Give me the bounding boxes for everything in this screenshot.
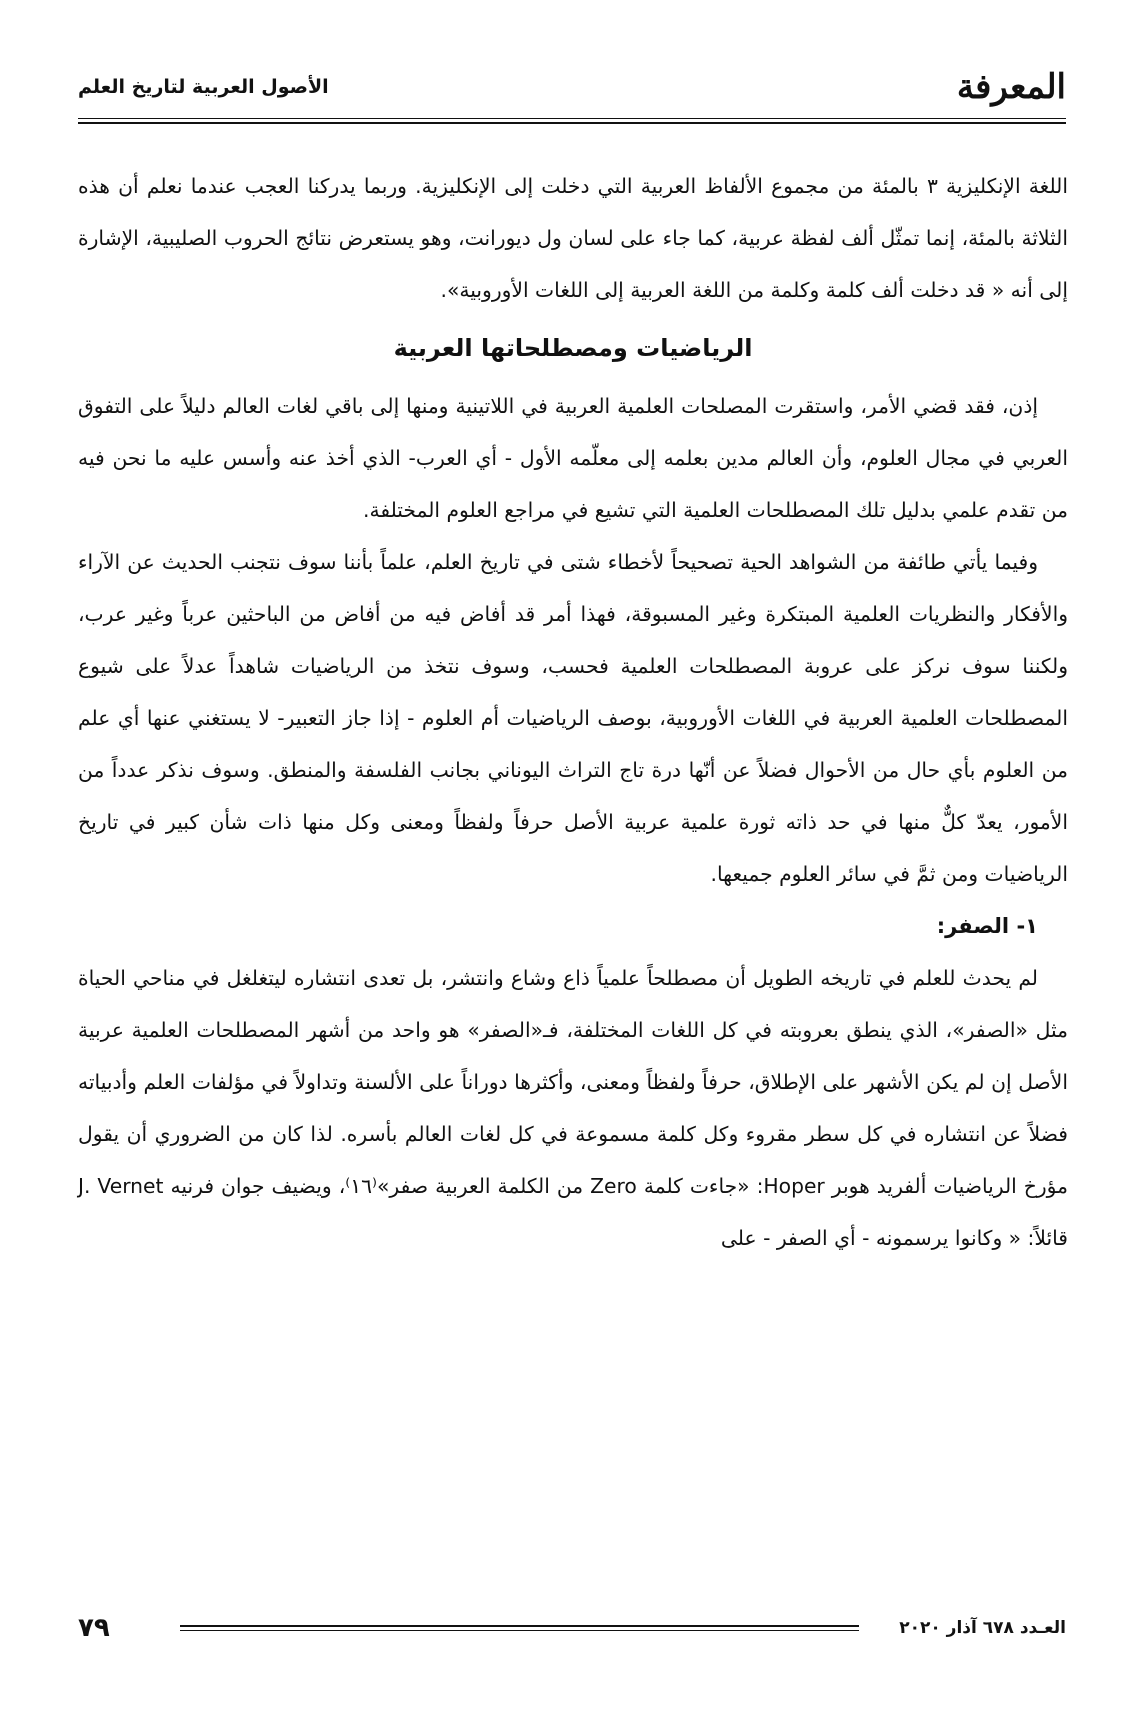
page-footer bbox=[78, 1608, 1066, 1648]
subheading-zero: ١- الصفر: bbox=[936, 914, 1038, 938]
article-title: الأصول العربية لتاريخ العلم bbox=[78, 76, 329, 98]
page-number: ٧٩ bbox=[78, 1613, 110, 1643]
section-heading: الرياضيات ومصطلحاتها العربية bbox=[393, 334, 753, 362]
running-header bbox=[78, 62, 1066, 112]
issue-info: العـدد ٦٧٨ آذار ٢٠٢٠ bbox=[899, 1618, 1066, 1638]
paragraph-2: وفيما يأتي طائفة من الشواهد الحية تصحيحاً لأخطاء شتى في تاريخ العلم، علماً بأننا سوف نتجنب الحديث عن الآراء والأفكار والنظريات العلمية المبتكرة وغير المسبوقة، فهذا أمر قد أفاض فيه من أفاض من الباحثين عرباً وغير عرب، ولكننا سوف نركز على عروبة المصطلحات العلمية فحسب، وسوف نتخذ من الرياضيات شاهداً عدلاً على شيوع المصطلحات العلمية العربية في اللغات الأوروبية، بوصف الرياضيات أم العلوم - إذا جاز التعبير- لا يستغني عنها أي علم من العلوم بأي حال من الأحوال فضلاً عن أنّها درة تاج التراث اليوناني بجانب الفلسفة والمنطق. وسوف نذكر عدداً من الأمور، يعدّ كلٌّ منها في حد ذاته ثورة علمية عربية الأصل حرفاً ولفظاً ومعنى وكل منها ذات شأن كبير في تاريخ الرياضيات ومن ثمَّ في سائر العلوم جميعها. bbox=[78, 550, 1068, 886]
paragraph-3: لم يحدث للعلم في تاريخه الطويل أن مصطلحاً علمياً ذاع وشاع وانتشر، بل تعدى انتشاره ليتغلغل في مناحي الحياة مثل «الصفر»، الذي ينطق بعروبته في كل اللغات المختلفة، فـ«الصفر» هو واحد من أشهر المصطلحات العلمية عربية الأصل إن لم يكن الأشهر على الإطلاق، حرفاً ولفظاً ومعنى، وأكثرها دوراناً على الألسنة وتداولاً في مؤلفات العلم وأدبياته فضلاً عن انتشاره في كل سطر مقروء وكل كلمة مسموعة في كل لغات العالم بأسره. لذا كان من الضروري أن يقول مؤرخ الرياضيات ألفريد هوبر Hoper: «جاءت كلمة Zero من الكلمة العربية صفر»⁽١٦⁾، ويضيف جوان فرنيه J. Vernet قائلاً: « وكانوا يرسمونه - أي الصفر - على bbox=[78, 966, 1068, 1250]
journal-logo: المعرفة bbox=[956, 67, 1066, 107]
header-rule-thick bbox=[78, 122, 1066, 124]
header-rule bbox=[78, 118, 1066, 119]
footer-rule bbox=[180, 1625, 859, 1631]
intro-paragraph: اللغة الإنكليزية ٣ بالمئة من مجموع الألفاظ العربية التي دخلت إلى الإنكليزية. وربما يدركنا العجب عندما نعلم أن هذه الثلاثة بالمئة، إنما تمثّل ألف لفظة عربية، كما جاء على لسان ول ديورانت، وهو يستعرض نتائج الحروب الصليبية، الإشارة إلى أنه « قد دخلت ألف كلمة وكلمة من اللغة العربية إلى اللغات الأوروبية». bbox=[78, 174, 1068, 302]
article-body bbox=[78, 160, 1068, 1264]
paragraph-1: إذن، فقد قضي الأمر، واستقرت المصلحات العلمية العربية في اللاتينية ومنها إلى باقي لغات العالم دليلاً على التفوق العربي في مجال العلوم، وأن العالم مدين بعلمه إلى معلّمه الأول - أي العرب- الذي أخذ عنه وأسس عليه ما نحن فيه من تقدم علمي بدليل تلك المصطلحات العلمية التي تشيع في مراجع العلوم المختلفة. bbox=[78, 394, 1068, 522]
